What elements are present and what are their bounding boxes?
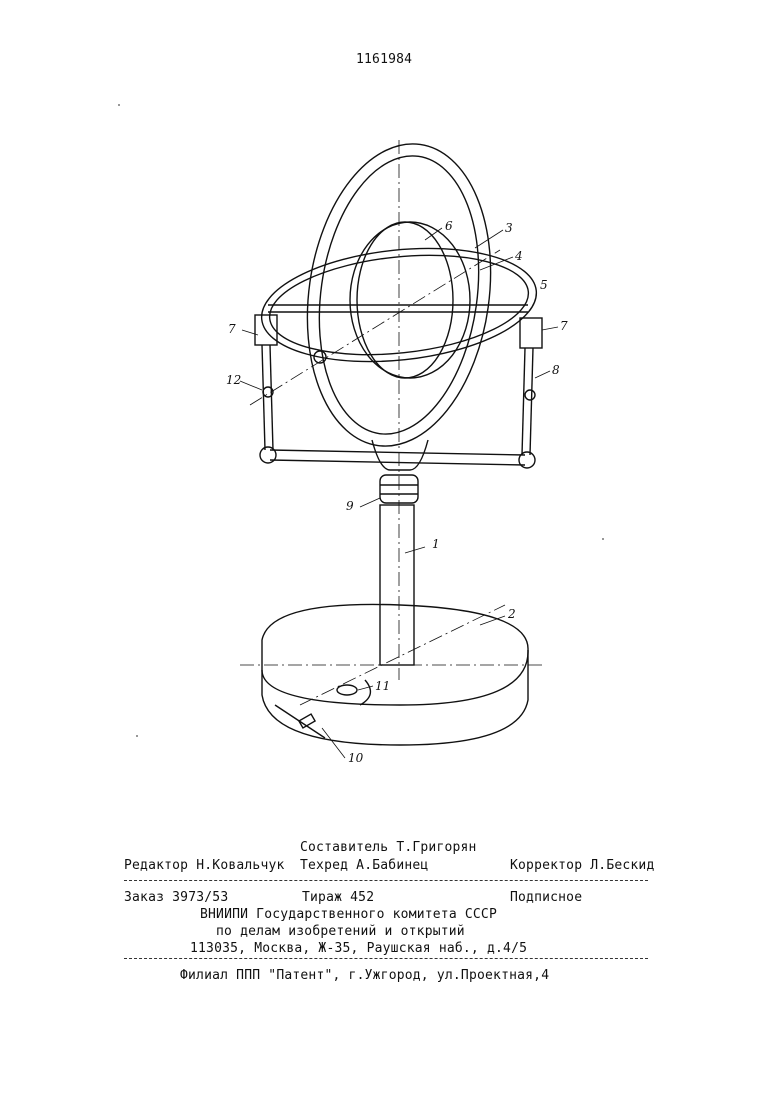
right-strut-b <box>530 348 533 455</box>
scan-speck <box>602 538 604 540</box>
base-top <box>262 604 528 705</box>
label-8: 8 <box>552 363 560 377</box>
right-crossbar-wheel <box>519 452 535 468</box>
rotor-body <box>350 222 470 378</box>
compiler-line: Составитель Т.Григорян <box>300 840 477 855</box>
branch-line: Филиал ППП "Патент", г.Ужгород, ул.Проектная,4 <box>180 968 550 983</box>
techred-line: Техред А.Бабинец <box>300 858 429 873</box>
label-11: 11 <box>375 679 391 693</box>
rule-2 <box>124 958 648 959</box>
lower-crossbar-bottom <box>270 460 525 465</box>
part-labels <box>226 219 568 765</box>
label-9: 9 <box>346 499 354 513</box>
support-column <box>380 505 414 665</box>
rotor-front <box>357 222 453 378</box>
base-diagonal-axis-line <box>300 605 505 705</box>
org-line-3: 113035, Москва, Ж-35, Раушская наб., д.4/5 <box>190 941 528 956</box>
label-7-right: 7 <box>560 319 568 333</box>
subscription-line: Подписное <box>510 890 583 905</box>
rotation-knob <box>337 685 357 695</box>
corrector-line: Корректор Л.Бескид <box>510 858 655 873</box>
left-strut-b <box>270 345 273 450</box>
label-7-left: 7 <box>228 322 236 336</box>
left-strut-a <box>262 345 265 450</box>
org-line-1: ВНИИПИ Государственного комитета СССР <box>200 907 497 922</box>
order-line: Заказ 3973/53 <box>124 890 229 905</box>
editor-line: Редактор Н.Ковальчук <box>124 858 285 873</box>
left-crossbar-wheel <box>260 447 276 463</box>
diagonal-axis-line <box>250 250 500 405</box>
label-12: 12 <box>226 373 242 387</box>
right-strut-a <box>522 348 525 455</box>
lower-crossbar-top <box>270 450 525 455</box>
rule-1 <box>124 880 648 881</box>
label-2: 2 <box>508 607 516 621</box>
scan-speck <box>136 735 138 737</box>
label-6: 6 <box>445 219 453 233</box>
label-4: 4 <box>515 249 523 263</box>
scan-speck <box>118 104 120 106</box>
label-5: 5 <box>540 278 548 292</box>
circulation-line: Тираж 452 <box>302 890 375 905</box>
org-line-2: по делам изобретений и открытий <box>216 924 465 939</box>
right-bearing-block <box>520 318 542 348</box>
patent-number: 1161984 <box>356 52 413 67</box>
label-1: 1 <box>432 537 440 551</box>
right-strut-joint <box>525 390 535 400</box>
label-10: 10 <box>348 751 364 765</box>
label-3: 3 <box>505 221 513 235</box>
